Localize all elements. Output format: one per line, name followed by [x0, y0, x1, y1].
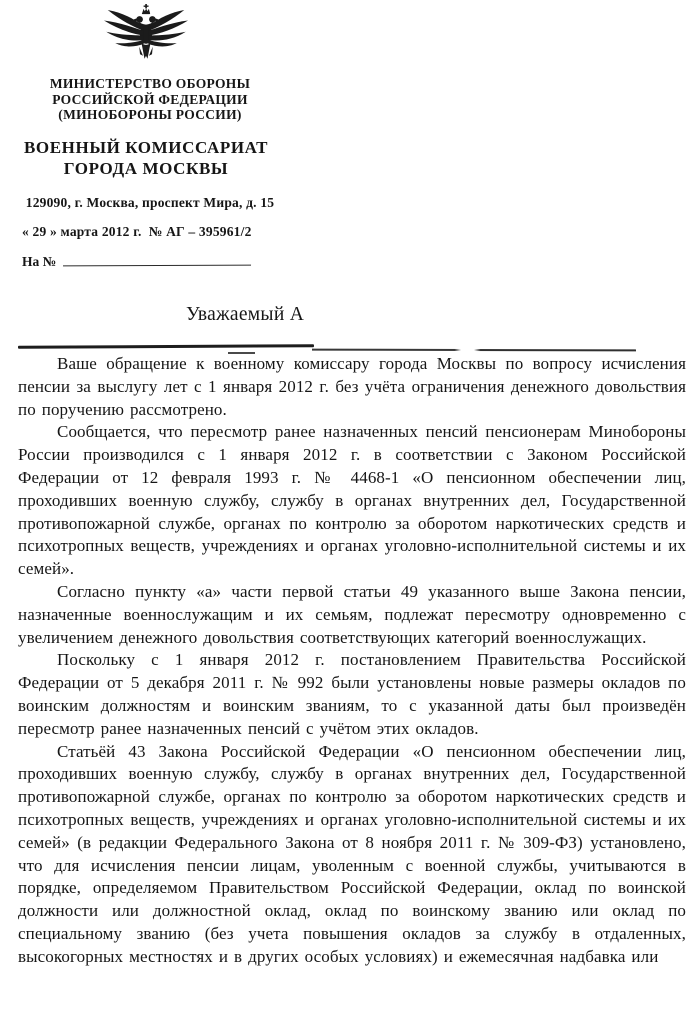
- org-name-line-1: ВОЕННЫЙ КОМИССАРИАТ: [23, 138, 269, 157]
- organisation-name: [6, 137, 286, 179]
- reference-line: [22, 252, 251, 270]
- body-paragraph-5: Статьёй 43 Закона Российской Федерации «О пенсионном обеспечении лиц, проходивших военную службу, службу в органах внутренних дел, Государственной противопожарной службе, органах по контролю за оборотом наркотических средств и психотропных веществ, учреждениях и органах уголовно-исполнительной системы и их семей» (в редакции Федерального Закона от 8 ноября 2011 г. № 309-ФЗ) установлено, что для исчисления пенсии лицам, уволенным с военной службы, учитываются в порядке, определяемом Правительством Российской Федерации, оклад по воинской должности или должностной оклад, оклад по воинскому званию или оклад по специальному званию (без учета повышения окладов за службу в отдаленных, высокогорных местностях и в других особых условиях) и ежемесячная надбавка или: [18, 741, 686, 966]
- body-paragraph-4: Поскольку с 1 января 2012 г. постановлением Правительства Российской Федерации от 5 декабря 2011 г. № 992 были установлены новые размеры окладов по воинским должностям и воинским званиям, то с указанной даты был произведён пересмотр ранее назначенных пенсий с учётом этих окладов.: [18, 650, 686, 738]
- salutation: Уважаемый А: [186, 304, 305, 325]
- ministry-line-1: МИНИСТЕРСТВО ОБОРОНЫ: [49, 76, 251, 91]
- ministry-line-3: (МИНОБОРОНЫ РОССИИ): [58, 107, 242, 122]
- org-name-line-2: ГОРОДА МОСКВЫ: [63, 159, 229, 178]
- double-headed-eagle-icon: [101, 2, 191, 72]
- reference-blank-underline: [63, 252, 251, 267]
- letter-body: [18, 353, 686, 969]
- ministry-line-2: РОССИЙСКОЙ ФЕДЕРАЦИИ: [52, 91, 248, 107]
- reference-label: На №: [22, 254, 57, 269]
- redaction-line-left: [18, 344, 314, 348]
- address-line: 129090, г. Москва, проспект Мира, д. 15: [25, 195, 275, 210]
- body-paragraph-3: Согласно пункту «а» части первой статьи 49 указанного выше Закона пенсии, назначенные военнослужащим и их семьям, подлежат пересмотру одновременно с увеличением денежного довольствия соответствующих категорий военнослужащих.: [18, 581, 686, 647]
- redaction-line-right: [312, 349, 636, 352]
- body-paragraph-2: Сообщается, что пересмотр ранее назначенных пенсий пенсионерам Минобороны России производился с 1 января 2012 г. в соответствии с Законом Российской Федерации от 12 февраля 1993 г. № 4468-1 «О пенсионном обеспечении лиц, проходивших военную службу, службу в органах внутренних дел, Государственной противопожарной службе, органах по контролю за оборотом наркотических средств и психотропных веществ, учреждениях и органах уголовно-исполнительной системы и их семей».: [18, 422, 686, 579]
- date-number-line: « 29 » марта 2012 г. № АГ – 395961/2: [22, 224, 252, 239]
- ministry-name: [8, 76, 292, 123]
- body-paragraph-1: Ваше обращение к военному комиссару города Москвы по вопросу исчисления пенсии за выслугу лет с 1 января 2012 г. без учёта ограничения денежного довольствия по поручению рассмотрено.: [18, 354, 686, 419]
